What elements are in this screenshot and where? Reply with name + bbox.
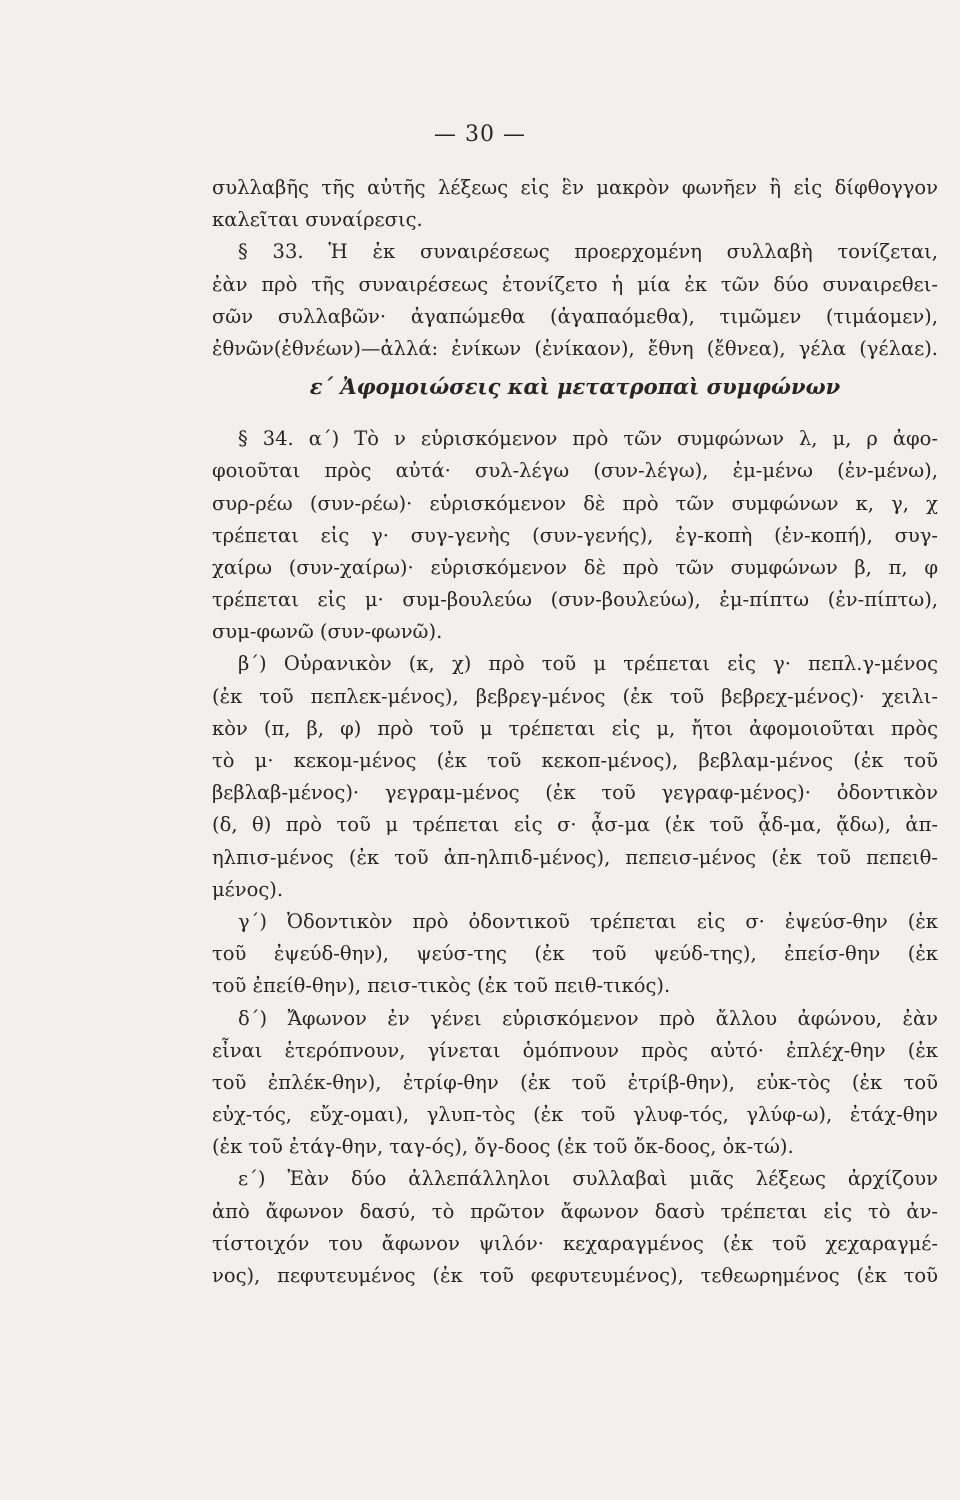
- text-line: τοῦ ἐπείθ-θην), πεισ-τικὸς (ἐκ τοῦ πειθ-τικός).: [212, 974, 671, 998]
- body-text: [212, 172, 938, 1292]
- text-line: τρέπεται εἰς γ· συγ-γενὴς (συν-γενής), ἐγ-κοπὴ (ἐν-κοπή), συγ-: [212, 523, 938, 547]
- text-line: ε΄) Ἐὰν δύο ἀλλεπάλληλοι συλλαβαὶ μιᾶς λέξεως ἀρχίζουν: [238, 1167, 938, 1191]
- text-line: χαίρω (συν-χαίρω)· εὑρισκόμενον δὲ πρὸ τῶν συμφώνων β, π, φ: [212, 555, 938, 579]
- text-line: ἀπὸ ἄφωνον δασύ, τὸ πρῶτον ἄφωνον δασὺ τρέπεται εἰς τὸ ἀν-: [212, 1199, 938, 1223]
- text-line: § 33. Ἡ ἐκ συναιρέσεως προερχομένη συλλαβὴ τονίζεται,: [238, 240, 938, 264]
- text-line: συλλαβῆς τῆς αὐτῆς λέξεως εἰς ἓν μακρὸν φωνῆεν ἢ εἰς δίφθογγον: [212, 176, 938, 199]
- text-line: τρέπεται εἰς μ· συμ-βουλεύω (συν-βουλεύω), ἐμ-πίπτω (ἐν-πίπτω),: [212, 588, 938, 612]
- text-line: (ἐκ τοῦ πεπλεκ-μένος), βεβρεγ-μένος (ἐκ τοῦ βεβρεχ-μένος)· χειλι-: [212, 684, 938, 708]
- text-line: νος), πεφυτευμένος (ἐκ τοῦ φεφυτευμένος), τεθεωρημένος (ἐκ τοῦ: [212, 1264, 938, 1287]
- text-line: εἶναι ἑτερόπνουν, γίνεται ὁμόπνουν πρὸς αὐτό· ἐπλέχ-θην (ἐκ: [212, 1038, 938, 1062]
- text-line: τοῦ ἐψεύδ-θην), ψεύσ-της (ἐκ τοῦ ψεύδ-της), ἐπείσ-θην (ἐκ: [212, 942, 938, 966]
- text-line: κὸν (π, β, φ) πρὸ τοῦ μ τρέπεται εἰς μ, ἤτοι ἀφομοιοῦται πρὸς: [212, 716, 938, 740]
- text-line: τὸ μ· κεκομ-μένος (ἐκ τοῦ κεκοπ-μένος), βεβλαμ-μένος (ἐκ τοῦ: [212, 749, 938, 772]
- text-line: γ΄) Ὀδοντικὸν πρὸ ὀδοντικοῦ τρέπεται εἰς σ· ἐψεύσ-θην (ἐκ: [238, 909, 938, 933]
- text-line: τίστοιχόν του ἄφωνον ψιλόν· κεχαραγμένος (ἐκ τοῦ χεχαραγμέ-: [212, 1231, 938, 1255]
- text-line: β΄) Οὐρανικὸν (κ, χ) πρὸ τοῦ μ τρέπεται εἰς γ· πεπλ.γ-μένος: [238, 652, 938, 676]
- text-line: καλεῖται συναίρεσις.: [212, 208, 423, 232]
- text-line: ηλπισ-μένος (ἐκ τοῦ ἀπ-ηλπιδ-μένος), πεπεισ-μένος (ἐκ τοῦ πεπειθ-: [212, 845, 938, 869]
- text-line: μένος).: [212, 877, 284, 901]
- text-line: τοῦ ἐπλέκ-θην), ἐτρίφ-θην (ἐκ τοῦ ἐτρίβ-θην), εὐκ-τὸς (ἐκ τοῦ: [212, 1070, 938, 1094]
- page-number: — 30 —: [434, 122, 526, 147]
- text-line: βεβλαβ-μένος)· γεγραμ-μένος (ἐκ τοῦ γεγραφ-μένος)· ὀδοντικὸν: [212, 781, 938, 805]
- text-line: σῶν συλλαβῶν· ἀγαπώμεθα (ἀγαπαόμεθα), τιμῶμεν (τιμάομεν),: [212, 304, 938, 328]
- text-line: § 34. α΄) Τὸ ν εὑρισκόμενον πρὸ τῶν συμφώνων λ, μ, ρ ἀφο-: [238, 427, 938, 451]
- text-line: δ΄) Ἄφωνον ἐν γένει εὑρισκόμενον πρὸ ἄλλου ἀφώνου, ἐὰν: [238, 1006, 938, 1030]
- text-line: (δ, θ) πρὸ τοῦ μ τρέπεται εἰς σ· ᾆσ-μα (ἐκ τοῦ ᾆδ-μα, ᾄδω), ἀπ-: [212, 813, 938, 837]
- section-heading: ε΄ Ἀφομοιώσεις καὶ μετατροπαὶ συμφώνων: [309, 374, 841, 400]
- text-line: συμ-φωνῶ (συν-φωνῶ).: [212, 620, 443, 644]
- text-line: συρ-ρέω (συν-ρέω)· εὑρισκόμενον δὲ πρὸ τῶν συμφώνων κ, γ, χ: [212, 491, 938, 515]
- text-line: ἐὰν πρὸ τῆς συναιρέσεως ἐτονίζετο ἡ μία ἐκ τῶν δύο συναιρεθει-: [212, 272, 938, 296]
- text-line: φοιοῦται πρὸς αὐτά· συλ-λέγω (συν-λέγω), ἐμ-μένω (ἐν-μένω),: [212, 459, 938, 483]
- text-line: (ἐκ τοῦ ἐτάγ-θην, ταγ-ός), ὄγ-δοος (ἐκ τοῦ ὄκ-δοος, ὀκ-τώ).: [212, 1135, 794, 1159]
- text-line: εὐχ-τός, εὔχ-ομαι), γλυπ-τὸς (ἐκ τοῦ γλυφ-τός, γλύφ-ω), ἐτάχ-θην: [212, 1103, 938, 1127]
- text-line: ἐθνῶν(ἐθνέων)—ἀλλά: ἐνίκων (ἐνίκαον), ἔθνη (ἔθνεα), γέλα (γέλαε).: [212, 336, 938, 360]
